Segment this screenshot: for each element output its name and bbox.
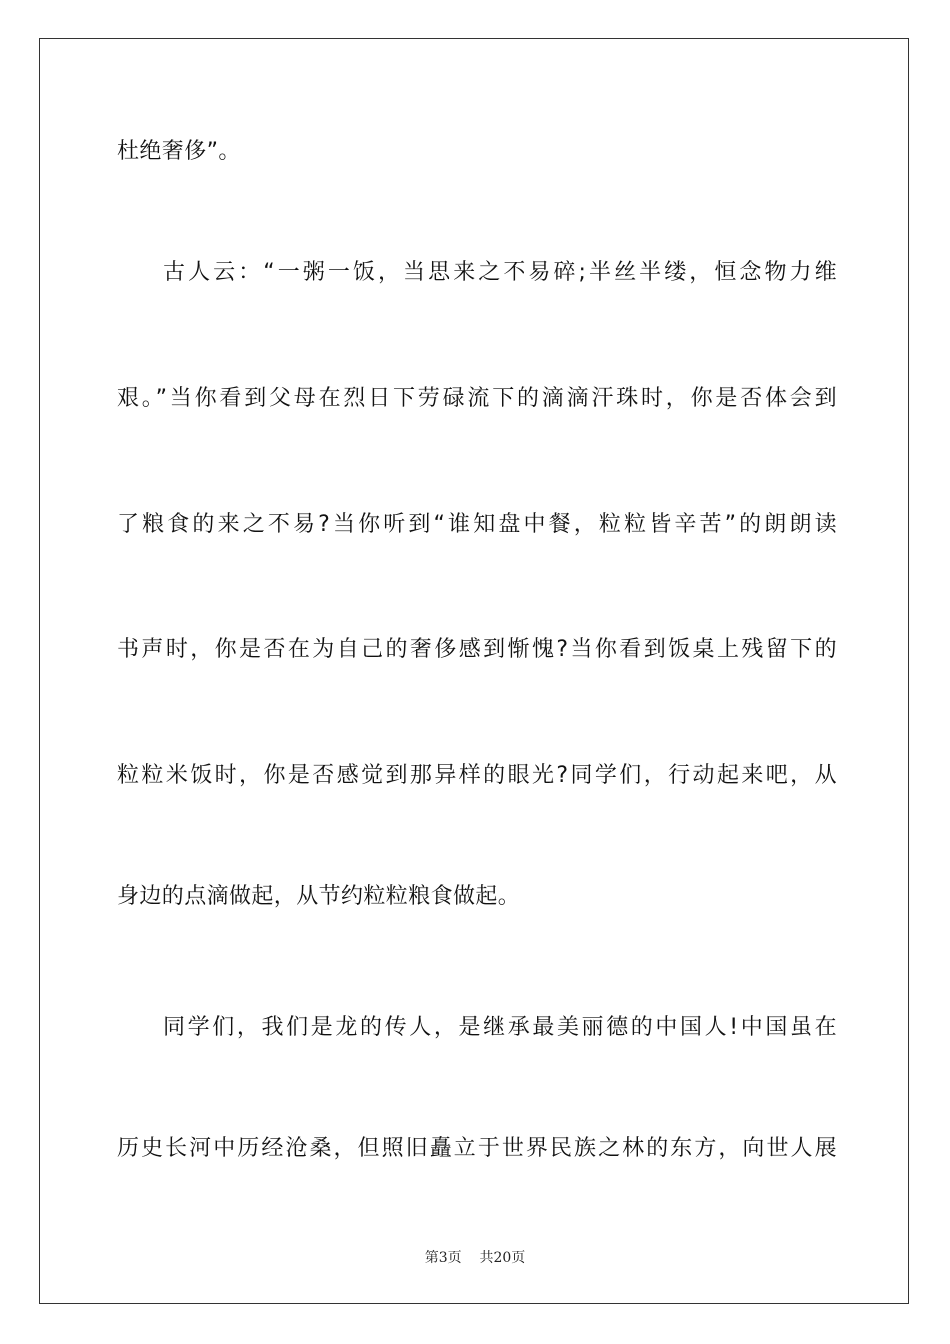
text-line-5: 书声时，你是否在为自己的奢侈感到惭愧?当你看到饭桌上残留下的 xyxy=(117,637,837,662)
page-border xyxy=(39,38,909,1304)
text-line-7: 身边的点滴做起，从节约粒粒粮食做起。 xyxy=(117,884,521,909)
text-line-2: 古人云：“一粥一饭，当思来之不易碎;半丝半缕，恒念物力维 xyxy=(163,260,837,285)
text-line-6: 粒粒米饭时，你是否感觉到那异样的眼光?同学们，行动起来吧，从 xyxy=(117,763,837,788)
text-line-4: 了粮食的来之不易?当你听到“谁知盘中餐，粒粒皆辛苦”的朗朗读 xyxy=(117,512,837,537)
text-line-8: 同学们，我们是龙的传人，是继承最美丽德的中国人!中国虽在 xyxy=(163,1015,837,1040)
text-line-1: 杜绝奢侈”。 xyxy=(117,139,241,164)
text-line-3: 艰。”当你看到父母在烈日下劳碌流下的滴滴汗珠时，你是否体会到 xyxy=(117,386,837,411)
page-number-footer: 第3页 共20页 xyxy=(424,1250,526,1266)
text-line-9: 历史长河中历经沧桑，但照旧矗立于世界民族之林的东方，向世人展 xyxy=(117,1136,837,1161)
